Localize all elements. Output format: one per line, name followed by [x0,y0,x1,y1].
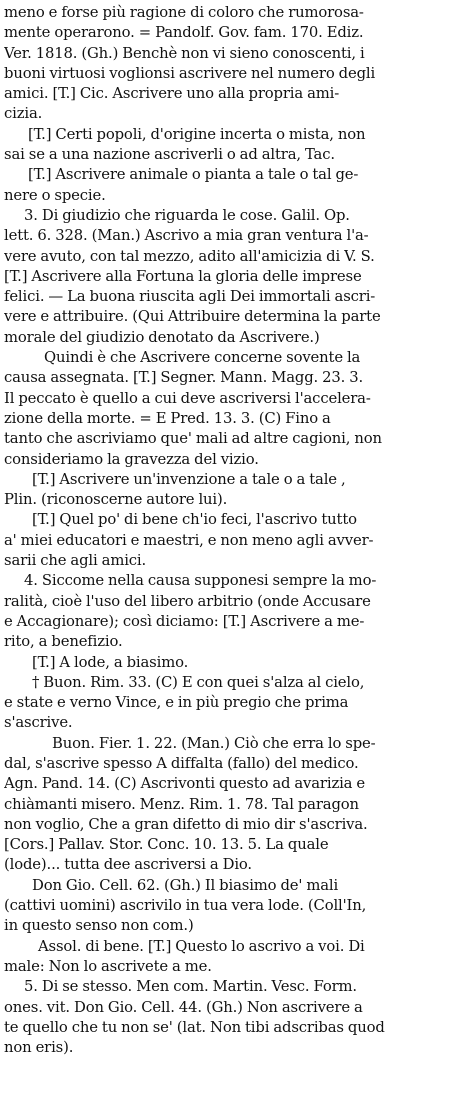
text-line: e state e verno Vince, e in più pregio che prima [4,694,349,712]
text-line: Don Gio. Cell. 62. (Gh.) Il biasimo de' mali [32,876,339,894]
text-line: Buon. Fier. 1. 22. (Man.) Ciò che erra lo spe- [52,734,376,752]
text-line: lett. 6. 328. (Man.) Ascrivo a mia gran ventura l'a- [4,227,369,245]
text-line: mente operarono. = Pandolf. Gov. fam. 170. Ediz. [4,24,364,42]
text-line: (cattivi uomini) ascrivilo in tua vera lode. (Coll'In, [4,897,367,915]
text-line: non voglio, Che a gran difetto di mio dir s'ascriva. [4,815,368,833]
text-line: morale del giudizio denotato da Ascrivere.) [4,328,320,346]
text-line: [T.] Ascrivere alla Fortuna la gloria delle imprese [4,267,362,285]
text-line: Plin. (riconoscerne autore lui). [4,491,228,509]
text-line: Ver. 1818. (Gh.) Benchè non vi sieno conoscenti, i [4,44,365,62]
text-line: amici. [T.] Cic. Ascrivere uno alla propria ami- [4,85,340,103]
text-line: vere e attribuire. (Qui Attribuire determina la parte [4,308,381,326]
text-line: non eris). [4,1039,74,1057]
text-line: sarii che agli amici. [4,552,147,570]
text-line: te quello che tu non se' (lat. Non tibi adscribas quod [4,1018,385,1036]
text-line: consideriamo la gravezza del vizio. [4,450,259,468]
text-line: [T.] Certi popoli, d'origine incerta o mista, non [28,125,366,143]
text-line: cizia. [4,105,43,123]
text-line: rito, a benefizio. [4,633,123,651]
text-line: male: Non lo ascrivete a me. [4,957,212,975]
text-line: e Accagionare); così diciamo: [T.] Ascrivere a me- [4,612,365,630]
text-line: dal, s'ascrive spesso A diffalta (fallo) del medico. [4,754,359,772]
text-line: Il peccato è quello a cui deve ascriversi l'accelera- [4,389,371,407]
text-line: Agn. Pand. 14. (C) Ascrivonti questo ad avarizia e [4,775,366,793]
section-heading-line: 3. Di giudizio che riguarda le cose. Galil. Op. [24,206,350,224]
text-line: a' miei educatori e maestri, e non meno agli avver- [4,531,374,549]
text-line: (lode)... tutta dee ascriversi a Dio. [4,856,252,874]
text-line: felici. — La buona riuscita agli Dei immortali ascri- [4,288,376,306]
text-line: ralità, cioè l'uso del libero arbitrio (onde Accusare [4,592,371,610]
text-line: † Buon. Rim. 33. (C) E con quei s'alza al cielo, [32,673,365,691]
text-line: [Cors.] Pallav. Stor. Conc. 10. 13. 5. La quale [4,836,329,854]
text-line: chiàmanti misero. Menz. Rim. 1. 78. Tal paragon [4,795,359,813]
text-line: [T.] Quel po' di bene ch'io feci, l'ascrivo tutto [32,511,357,529]
text-line: tanto che ascriviamo que' mali ad altre cagioni, non [4,430,382,448]
text-line: causa assegnata. [T.] Segner. Mann. Magg. 23. 3. [4,369,364,387]
text-line: [T.] A lode, a biasimo. [32,653,189,671]
text-line: nere o specie. [4,186,106,204]
text-line: [T.] Ascrivere un'invenzione a tale o a tale , [32,470,346,488]
text-line: zione della morte. = E Pred. 13. 3. (C) Fino a [4,409,331,427]
text-line: s'ascrive. [4,714,73,732]
text-line: ones. vit. Don Gio. Cell. 44. (Gh.) Non ascrivere a [4,998,363,1016]
text-line: Assol. di bene. [T.] Questo lo ascrivo a voi. Di [38,937,365,955]
text-line: buoni virtuosi voglionsi ascrivere nel numero degli [4,64,376,82]
text-line: vere avuto, con tal mezzo, adito all'amicizia di V. S. [4,247,375,265]
text-line: meno e forse più ragione di coloro che rumorosa- [4,4,364,21]
text-line: Quindi è che Ascrivere concerne sovente la [44,349,361,367]
text-line: in questo senso non com.) [4,917,194,935]
text-line: [T.] Ascrivere animale o pianta a tale o tal ge- [28,166,359,184]
section-heading-line: 4. Siccome nella causa supponesi sempre la mo- [24,572,377,590]
text-line: sai se a una nazione ascriverli o ad altra, Tac. [4,146,335,164]
section-heading-line: 5. Di se stesso. Men com. Martin. Vesc. Form. [24,978,357,996]
